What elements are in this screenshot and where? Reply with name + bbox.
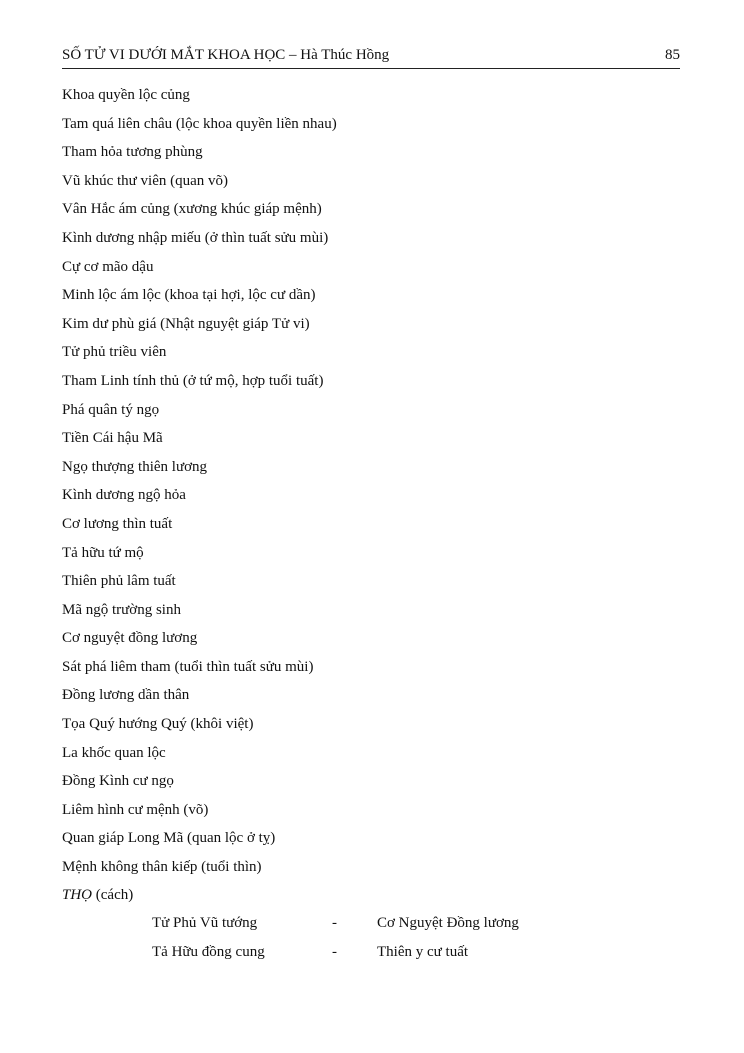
list-item: Đồng lương dần thân [62, 687, 190, 704]
list-item: Đồng Kình cư ngọ [62, 773, 174, 790]
table-row [152, 913, 652, 942]
list-item: Phá quân tý ngọ [62, 401, 160, 418]
list-item: La khốc quan lộc [62, 744, 166, 761]
tho-separator: - [332, 915, 337, 931]
tho-separator: - [332, 943, 337, 960]
list-item: Minh lộc ám lộc (khoa tại hợi, lộc cư dần) [62, 287, 316, 304]
list-item: Mã ngộ trường sinh [62, 601, 181, 618]
list-item: Tử phủ triều viên [62, 344, 167, 361]
list-item: Cơ lương thìn tuất [62, 515, 173, 532]
book-title: SỐ TỬ VI DƯỚI MẮT KHOA HỌC – Hà Thúc Hồng [62, 47, 390, 63]
list-item: Tiền Cái hậu Mã [62, 430, 163, 447]
list-item: Tam quá liên châu (lộc khoa quyền liền nhau) [62, 115, 337, 132]
list-item: Vũ khúc thư viên (quan võ) [62, 172, 229, 189]
list-item: Mệnh không thân kiếp (tuổi thìn) [62, 859, 262, 876]
running-header [62, 44, 680, 69]
list-item: Tọa Quý hướng Quý (khôi việt) [62, 716, 254, 733]
list-item: Tham hỏa tương phùng [62, 144, 203, 161]
tho-table [152, 913, 652, 970]
list-item: Cơ nguyệt đồng lương [62, 630, 198, 647]
cach-list [62, 85, 680, 886]
page-number: 85 [665, 47, 680, 63]
tho-right-cell: Cơ Nguyệt Đồng lương [377, 915, 519, 931]
tho-left-cell: Tử Phủ Vũ tướng [152, 915, 258, 931]
section-heading-title: THỌ [62, 887, 93, 903]
list-item: Thiên phủ lâm tuất [62, 573, 176, 590]
list-item: Vân Hắc ám củng (xương khúc giáp mệnh) [62, 201, 322, 218]
tho-left-cell: Tả Hữu đồng cung [152, 943, 265, 960]
list-item: Kim dư phù giá (Nhật nguyệt giáp Tử vi) [62, 315, 310, 332]
list-item: Sát phá liêm tham (tuổi thìn tuất sửu mùi) [62, 658, 314, 675]
list-item: Ngọ thượng thiên lương [62, 458, 208, 475]
section-heading-tho [62, 885, 133, 905]
tho-right-cell: Thiên y cư tuất [377, 943, 469, 960]
list-item: Kình dương ngộ hỏa [62, 487, 186, 504]
list-item: Khoa quyền lộc củng [62, 87, 190, 103]
list-item: Quan giáp Long Mã (quan lộc ở tỵ) [62, 830, 276, 847]
list-item: Tham Linh tính thủ (ở tứ mộ, hợp tuổi tuất) [62, 372, 324, 389]
list-item: Cự cơ mão dậu [62, 258, 154, 275]
table-row [152, 942, 652, 971]
section-heading-suffix: (cách) [92, 887, 134, 903]
list-item: Tả hữu tứ mộ [62, 544, 144, 561]
list-item: Kình dương nhập miếu (ở thìn tuất sửu mùi) [62, 229, 329, 246]
list-item: Liêm hình cư mệnh (võ) [62, 801, 209, 818]
